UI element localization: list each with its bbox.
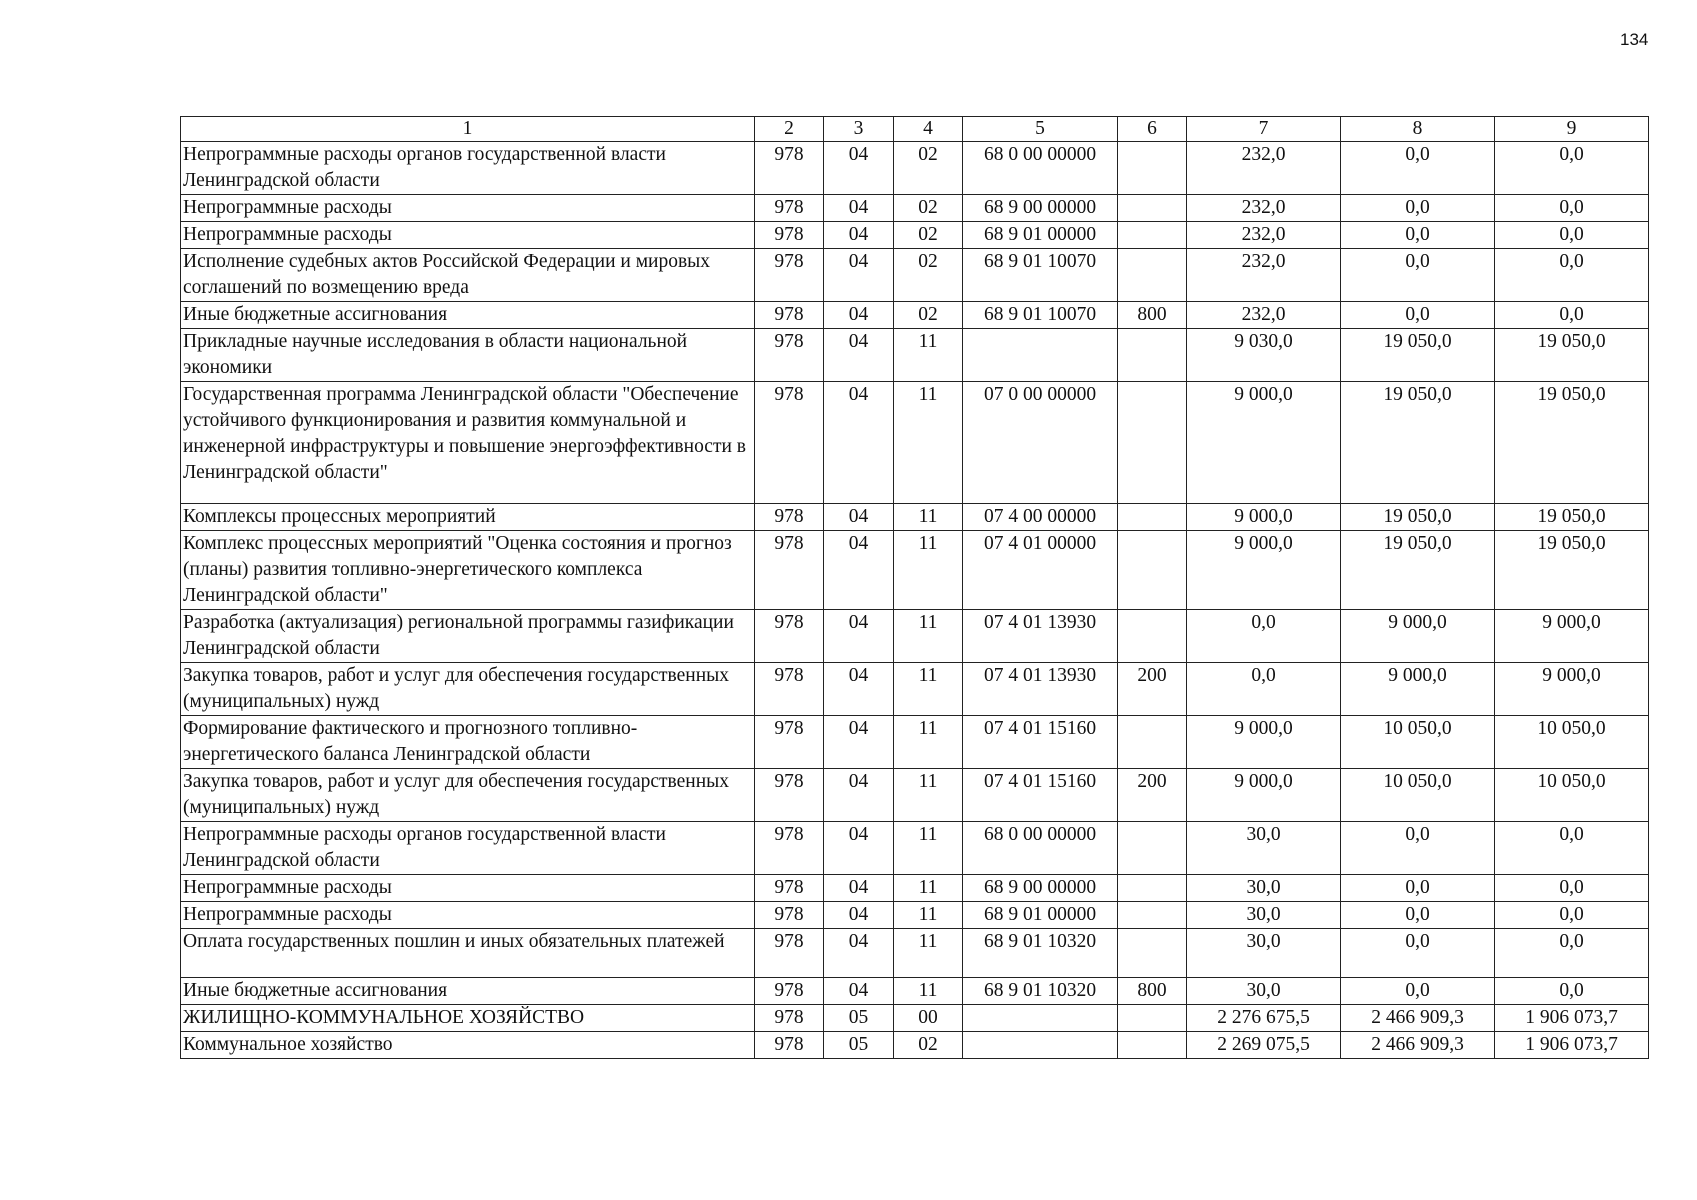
gr-code-cell: 978 — [755, 663, 824, 716]
amount-year2-cell: 2 466 909,3 — [1341, 1005, 1495, 1032]
table-row — [181, 610, 1649, 663]
target-article-cell: 07 4 01 00000 — [963, 531, 1118, 610]
table-row — [181, 329, 1649, 382]
expense-type-cell — [1118, 822, 1187, 875]
amount-year2-cell: 0,0 — [1341, 875, 1495, 902]
table-row — [181, 875, 1649, 902]
subsection-cell: 02 — [894, 222, 963, 249]
subsection-cell: 11 — [894, 504, 963, 531]
amount-year2-cell: 19 050,0 — [1341, 329, 1495, 382]
gr-code-cell: 978 — [755, 195, 824, 222]
amount-year3-cell: 10 050,0 — [1495, 716, 1649, 769]
amount-year1-cell: 30,0 — [1187, 822, 1341, 875]
subsection-cell: 11 — [894, 875, 963, 902]
expense-type-cell — [1118, 222, 1187, 249]
expense-type-cell — [1118, 504, 1187, 531]
target-article-cell — [963, 329, 1118, 382]
gr-code-cell: 978 — [755, 929, 824, 978]
row-name-cell: Оплата государственных пошлин и иных обязательных платежей — [181, 929, 755, 978]
row-name-cell: Иные бюджетные ассигнования — [181, 302, 755, 329]
gr-code-cell: 978 — [755, 716, 824, 769]
amount-year3-cell: 19 050,0 — [1495, 382, 1649, 504]
gr-code-cell: 978 — [755, 142, 824, 195]
column-header-6: 6 — [1118, 117, 1187, 142]
subsection-cell: 11 — [894, 329, 963, 382]
gr-code-cell: 978 — [755, 531, 824, 610]
amount-year2-cell: 10 050,0 — [1341, 769, 1495, 822]
amount-year2-cell: 10 050,0 — [1341, 716, 1495, 769]
target-article-cell: 07 0 00 00000 — [963, 382, 1118, 504]
amount-year1-cell: 232,0 — [1187, 195, 1341, 222]
expense-type-cell: 800 — [1118, 302, 1187, 329]
table-row — [181, 929, 1649, 978]
row-name-cell: Коммунальное хозяйство — [181, 1032, 755, 1059]
expense-type-cell — [1118, 875, 1187, 902]
column-header-8: 8 — [1341, 117, 1495, 142]
table-header-row — [181, 117, 1649, 142]
amount-year2-cell: 19 050,0 — [1341, 531, 1495, 610]
column-header-5: 5 — [963, 117, 1118, 142]
table-row — [181, 978, 1649, 1005]
subsection-cell: 02 — [894, 302, 963, 329]
subsection-cell: 11 — [894, 929, 963, 978]
amount-year3-cell: 10 050,0 — [1495, 769, 1649, 822]
amount-year3-cell: 19 050,0 — [1495, 329, 1649, 382]
budget-table — [180, 116, 1649, 1059]
amount-year2-cell: 0,0 — [1341, 978, 1495, 1005]
row-name-cell: Непрограммные расходы — [181, 222, 755, 249]
amount-year1-cell: 9 000,0 — [1187, 769, 1341, 822]
gr-code-cell: 978 — [755, 249, 824, 302]
expense-type-cell — [1118, 195, 1187, 222]
target-article-cell: 68 9 00 00000 — [963, 875, 1118, 902]
amount-year1-cell: 2 269 075,5 — [1187, 1032, 1341, 1059]
target-article-cell: 68 9 01 10320 — [963, 929, 1118, 978]
row-name-cell: Непрограммные расходы — [181, 195, 755, 222]
expense-type-cell — [1118, 902, 1187, 929]
section-cell: 04 — [824, 769, 894, 822]
section-cell: 04 — [824, 195, 894, 222]
table-row — [181, 769, 1649, 822]
amount-year2-cell: 0,0 — [1341, 902, 1495, 929]
amount-year2-cell: 0,0 — [1341, 142, 1495, 195]
subsection-cell: 02 — [894, 142, 963, 195]
expense-type-cell: 800 — [1118, 978, 1187, 1005]
expense-type-cell — [1118, 929, 1187, 978]
gr-code-cell: 978 — [755, 222, 824, 249]
table-row — [181, 663, 1649, 716]
amount-year3-cell: 0,0 — [1495, 902, 1649, 929]
gr-code-cell: 978 — [755, 329, 824, 382]
table-row — [181, 902, 1649, 929]
row-name-cell: Закупка товаров, работ и услуг для обеспечения государственных (муниципальных) нужд — [181, 769, 755, 822]
amount-year1-cell: 232,0 — [1187, 142, 1341, 195]
amount-year2-cell: 9 000,0 — [1341, 663, 1495, 716]
amount-year1-cell: 9 000,0 — [1187, 716, 1341, 769]
section-cell: 04 — [824, 978, 894, 1005]
subsection-cell: 02 — [894, 249, 963, 302]
amount-year3-cell: 0,0 — [1495, 302, 1649, 329]
target-article-cell: 68 9 01 10070 — [963, 249, 1118, 302]
column-header-4: 4 — [894, 117, 963, 142]
subsection-cell: 11 — [894, 382, 963, 504]
section-cell: 04 — [824, 329, 894, 382]
expense-type-cell — [1118, 1005, 1187, 1032]
table-row — [181, 504, 1649, 531]
row-name-cell: Непрограммные расходы — [181, 875, 755, 902]
subsection-cell: 11 — [894, 610, 963, 663]
table-body — [181, 142, 1649, 1059]
table-row — [181, 716, 1649, 769]
expense-type-cell — [1118, 249, 1187, 302]
gr-code-cell: 978 — [755, 902, 824, 929]
expense-type-cell: 200 — [1118, 663, 1187, 716]
subsection-cell: 11 — [894, 716, 963, 769]
row-name-cell: Непрограммные расходы органов государственной власти Ленинградской области — [181, 822, 755, 875]
row-name-cell: Исполнение судебных актов Российской Федерации и мировых соглашений по возмещению вреда — [181, 249, 755, 302]
gr-code-cell: 978 — [755, 1032, 824, 1059]
section-cell: 04 — [824, 249, 894, 302]
expense-type-cell — [1118, 1032, 1187, 1059]
section-cell: 04 — [824, 663, 894, 716]
amount-year2-cell: 9 000,0 — [1341, 610, 1495, 663]
subsection-cell: 11 — [894, 531, 963, 610]
gr-code-cell: 978 — [755, 769, 824, 822]
section-cell: 04 — [824, 504, 894, 531]
target-article-cell: 68 9 01 00000 — [963, 222, 1118, 249]
target-article-cell: 07 4 00 00000 — [963, 504, 1118, 531]
table-row — [181, 1005, 1649, 1032]
subsection-cell: 11 — [894, 663, 963, 716]
amount-year3-cell: 9 000,0 — [1495, 610, 1649, 663]
expense-type-cell — [1118, 531, 1187, 610]
amount-year2-cell: 0,0 — [1341, 222, 1495, 249]
row-name-cell: Прикладные научные исследования в области национальной экономики — [181, 329, 755, 382]
amount-year3-cell: 0,0 — [1495, 875, 1649, 902]
amount-year1-cell: 30,0 — [1187, 902, 1341, 929]
target-article-cell — [963, 1032, 1118, 1059]
gr-code-cell: 978 — [755, 302, 824, 329]
amount-year1-cell: 9 000,0 — [1187, 504, 1341, 531]
section-cell: 04 — [824, 531, 894, 610]
gr-code-cell: 978 — [755, 610, 824, 663]
amount-year1-cell: 30,0 — [1187, 929, 1341, 978]
amount-year1-cell: 232,0 — [1187, 302, 1341, 329]
table-row — [181, 222, 1649, 249]
gr-code-cell: 978 — [755, 1005, 824, 1032]
gr-code-cell: 978 — [755, 382, 824, 504]
section-cell: 04 — [824, 902, 894, 929]
amount-year1-cell: 30,0 — [1187, 978, 1341, 1005]
amount-year3-cell: 0,0 — [1495, 249, 1649, 302]
expense-type-cell — [1118, 382, 1187, 504]
column-header-2: 2 — [755, 117, 824, 142]
row-name-cell: Комплексы процессных мероприятий — [181, 504, 755, 531]
gr-code-cell: 978 — [755, 504, 824, 531]
row-name-cell: Формирование фактического и прогнозного топливно-энергетического баланса Ленинградской области — [181, 716, 755, 769]
subsection-cell: 02 — [894, 195, 963, 222]
amount-year3-cell: 19 050,0 — [1495, 504, 1649, 531]
page-number: 134 — [1620, 30, 1649, 49]
row-name-cell: ЖИЛИЩНО-КОММУНАЛЬНОЕ ХОЗЯЙСТВО — [181, 1005, 755, 1032]
section-cell: 05 — [824, 1032, 894, 1059]
amount-year1-cell: 0,0 — [1187, 610, 1341, 663]
amount-year3-cell: 1 906 073,7 — [1495, 1005, 1649, 1032]
table-row — [181, 531, 1649, 610]
amount-year3-cell: 0,0 — [1495, 195, 1649, 222]
amount-year3-cell: 1 906 073,7 — [1495, 1032, 1649, 1059]
table-row — [181, 302, 1649, 329]
section-cell: 04 — [824, 382, 894, 504]
target-article-cell: 07 4 01 15160 — [963, 716, 1118, 769]
expense-type-cell — [1118, 329, 1187, 382]
gr-code-cell: 978 — [755, 978, 824, 1005]
row-name-cell: Закупка товаров, работ и услуг для обеспечения государственных (муниципальных) нужд — [181, 663, 755, 716]
amount-year2-cell: 0,0 — [1341, 822, 1495, 875]
row-name-cell: Государственная программа Ленинградской области "Обеспечение устойчивого функционирования и развития коммунальной и инженерной инфраструктуры и повышение энергоэффективности в Ленинградской области" — [181, 382, 755, 504]
section-cell: 04 — [824, 302, 894, 329]
section-cell: 04 — [824, 142, 894, 195]
table-row — [181, 142, 1649, 195]
table-row — [181, 822, 1649, 875]
column-header-1: 1 — [181, 117, 755, 142]
column-header-7: 7 — [1187, 117, 1341, 142]
subsection-cell: 11 — [894, 769, 963, 822]
amount-year2-cell: 19 050,0 — [1341, 504, 1495, 531]
amount-year1-cell: 232,0 — [1187, 222, 1341, 249]
table-row — [181, 249, 1649, 302]
amount-year2-cell: 0,0 — [1341, 929, 1495, 978]
column-header-3: 3 — [824, 117, 894, 142]
gr-code-cell: 978 — [755, 875, 824, 902]
target-article-cell: 68 9 00 00000 — [963, 195, 1118, 222]
target-article-cell: 68 0 00 00000 — [963, 142, 1118, 195]
amount-year2-cell: 2 466 909,3 — [1341, 1032, 1495, 1059]
amount-year2-cell: 0,0 — [1341, 195, 1495, 222]
subsection-cell: 11 — [894, 902, 963, 929]
expense-type-cell — [1118, 716, 1187, 769]
amount-year2-cell: 0,0 — [1341, 249, 1495, 302]
amount-year3-cell: 19 050,0 — [1495, 531, 1649, 610]
column-header-9: 9 — [1495, 117, 1649, 142]
table-row — [181, 195, 1649, 222]
amount-year1-cell: 2 276 675,5 — [1187, 1005, 1341, 1032]
subsection-cell: 11 — [894, 978, 963, 1005]
target-article-cell: 68 9 01 10320 — [963, 978, 1118, 1005]
section-cell: 05 — [824, 1005, 894, 1032]
amount-year2-cell: 0,0 — [1341, 302, 1495, 329]
section-cell: 04 — [824, 875, 894, 902]
expense-type-cell — [1118, 142, 1187, 195]
target-article-cell: 07 4 01 13930 — [963, 610, 1118, 663]
expense-type-cell — [1118, 610, 1187, 663]
row-name-cell: Разработка (актуализация) региональной программы газификации Ленинградской области — [181, 610, 755, 663]
section-cell: 04 — [824, 222, 894, 249]
target-article-cell: 68 9 01 10070 — [963, 302, 1118, 329]
section-cell: 04 — [824, 716, 894, 769]
expense-type-cell: 200 — [1118, 769, 1187, 822]
amount-year1-cell: 232,0 — [1187, 249, 1341, 302]
amount-year1-cell: 9 030,0 — [1187, 329, 1341, 382]
target-article-cell: 07 4 01 15160 — [963, 769, 1118, 822]
amount-year3-cell: 9 000,0 — [1495, 663, 1649, 716]
amount-year1-cell: 0,0 — [1187, 663, 1341, 716]
amount-year1-cell: 9 000,0 — [1187, 531, 1341, 610]
target-article-cell: 07 4 01 13930 — [963, 663, 1118, 716]
gr-code-cell: 978 — [755, 822, 824, 875]
target-article-cell: 68 0 00 00000 — [963, 822, 1118, 875]
amount-year3-cell: 0,0 — [1495, 978, 1649, 1005]
section-cell: 04 — [824, 610, 894, 663]
amount-year3-cell: 0,0 — [1495, 222, 1649, 249]
amount-year3-cell: 0,0 — [1495, 142, 1649, 195]
amount-year1-cell: 9 000,0 — [1187, 382, 1341, 504]
table-row — [181, 1032, 1649, 1059]
subsection-cell: 02 — [894, 1032, 963, 1059]
subsection-cell: 00 — [894, 1005, 963, 1032]
row-name-cell: Иные бюджетные ассигнования — [181, 978, 755, 1005]
amount-year3-cell: 0,0 — [1495, 822, 1649, 875]
section-cell: 04 — [824, 929, 894, 978]
row-name-cell: Непрограммные расходы — [181, 902, 755, 929]
amount-year2-cell: 19 050,0 — [1341, 382, 1495, 504]
section-cell: 04 — [824, 822, 894, 875]
target-article-cell: 68 9 01 00000 — [963, 902, 1118, 929]
table-row — [181, 382, 1649, 504]
amount-year1-cell: 30,0 — [1187, 875, 1341, 902]
subsection-cell: 11 — [894, 822, 963, 875]
amount-year3-cell: 0,0 — [1495, 929, 1649, 978]
row-name-cell: Непрограммные расходы органов государственной власти Ленинградской области — [181, 142, 755, 195]
target-article-cell — [963, 1005, 1118, 1032]
row-name-cell: Комплекс процессных мероприятий "Оценка состояния и прогноз (планы) развития топливно-энергетического комплекса Ленинградской области" — [181, 531, 755, 610]
